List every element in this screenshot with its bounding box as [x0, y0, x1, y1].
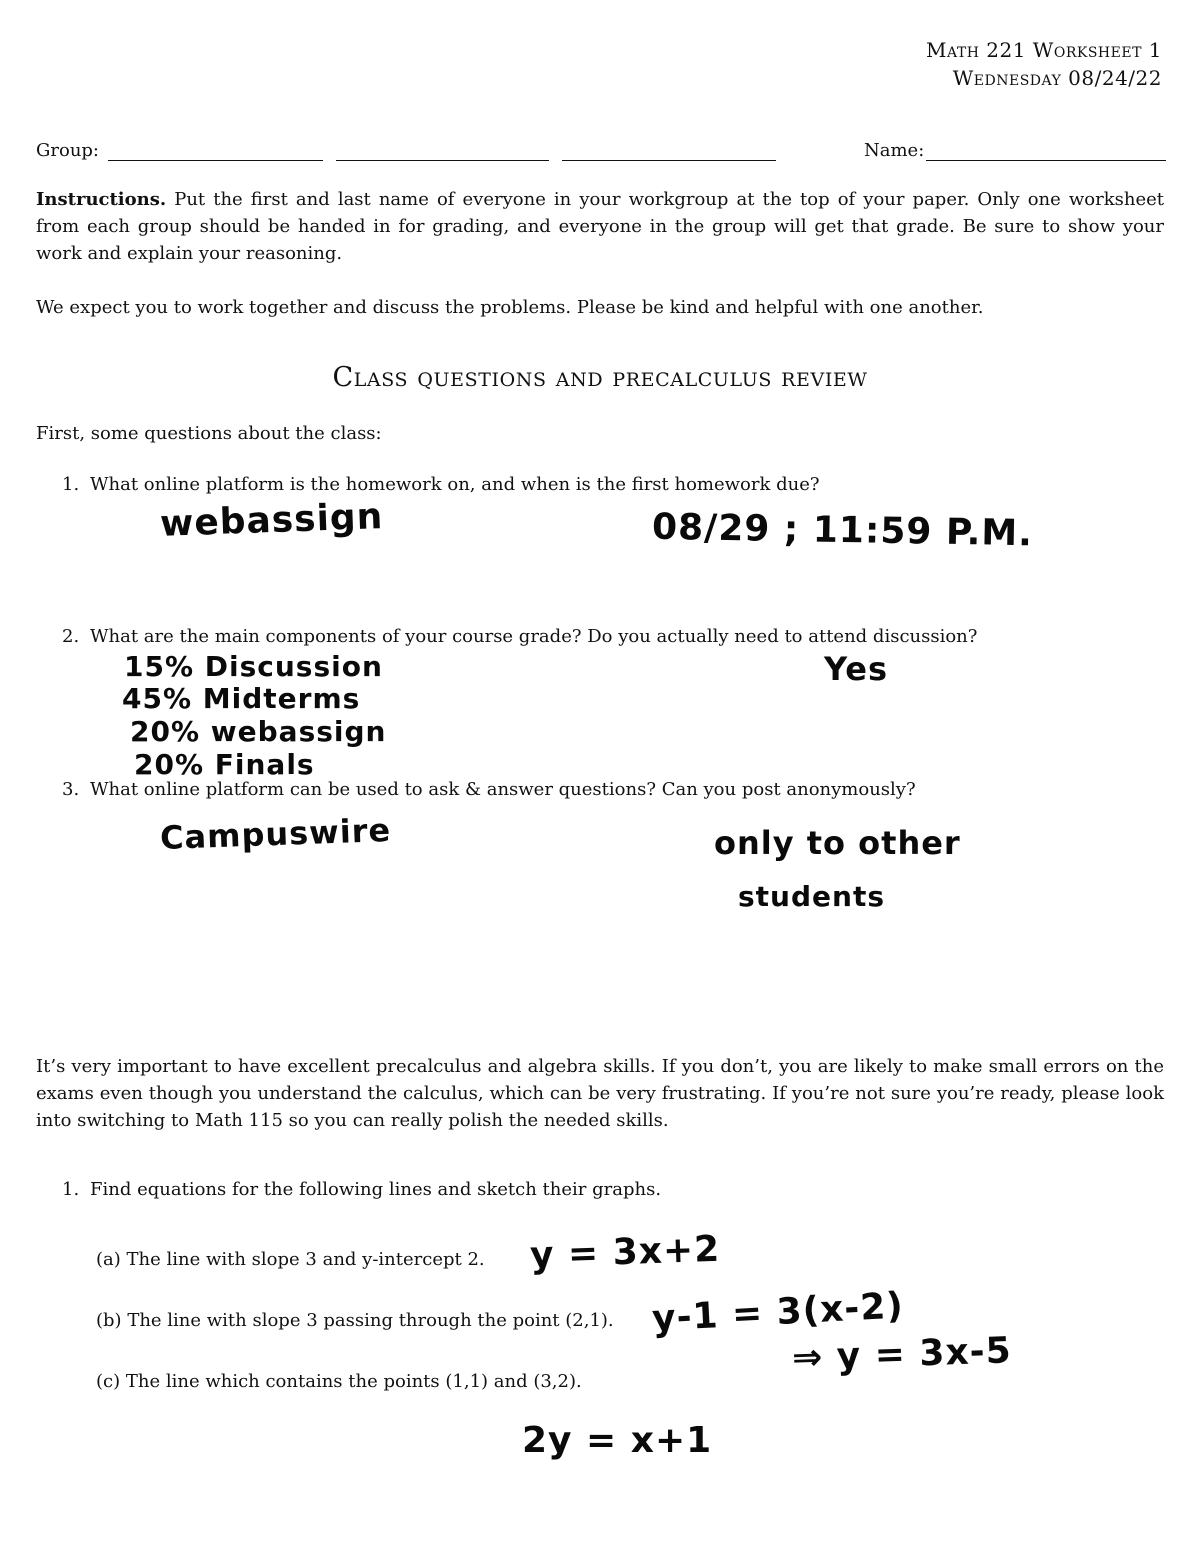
class-question-number: 3. — [62, 779, 80, 800]
part-label: (b) — [96, 1310, 122, 1331]
group-field-2[interactable] — [336, 160, 549, 161]
handwritten-answer-a: y = 3x+2 — [529, 1228, 721, 1277]
class-question-number: 2. — [62, 626, 80, 647]
part-label: (a) — [96, 1249, 121, 1270]
class-question-1 — [62, 471, 820, 498]
handwritten-anonymous-answer-line1: only to other — [714, 824, 961, 862]
expectation-text: We expect you to work together and discuss the problems. Please be kind and helpful with one another. — [36, 297, 984, 318]
handwritten-grade-item: 45% Midterms — [122, 682, 361, 715]
handwritten-answer-c: 2y = x+1 — [522, 1420, 713, 1461]
part-label: (c) — [96, 1371, 121, 1392]
problem-1 — [62, 1176, 661, 1203]
name-label: Name: — [864, 140, 925, 161]
handwritten-grade-item: 15% Discussion — [124, 650, 383, 683]
problem-part-c — [96, 1368, 582, 1395]
group-field-3[interactable] — [562, 160, 776, 161]
group-label: Group: — [36, 140, 99, 161]
problem-number: 1. — [62, 1179, 80, 1200]
handwritten-answer-b-step1: y-1 = 3(x-2) — [651, 1285, 905, 1340]
class-question-text: What online platform can be used to ask & answer questions? Can you post anonymously? — [90, 779, 916, 800]
header-date: Wednesday 08/24/22 — [952, 66, 1162, 90]
part-text: The line with slope 3 passing through the point (2,1). — [127, 1310, 614, 1331]
problem-part-b — [96, 1307, 614, 1334]
instructions-text: Put the first and last name of everyone in your workgroup at the top of your paper. Only one worksheet from each group should be handed in for grading, and everyone in the group will get that grade. Be sure to show your work and explain your reasoning. — [36, 189, 1164, 264]
problem-text: Find equations for the following lines and sketch their graphs. — [90, 1179, 662, 1200]
class-question-2 — [62, 623, 977, 650]
class-question-text: What are the main components of your course grade? Do you actually need to attend discussion? — [90, 626, 978, 647]
problem-part-a — [96, 1246, 485, 1273]
instructions-label: Instructions. — [36, 189, 167, 210]
handwritten-anonymous-answer-line2: students — [738, 880, 886, 913]
part-text: The line which contains the points (1,1) and (3,2). — [125, 1371, 582, 1392]
handwritten-attend-answer: Yes — [824, 650, 888, 688]
handwritten-answer-b-step2: ⇒ y = 3x-5 — [791, 1330, 1013, 1379]
group-field-1[interactable] — [108, 160, 323, 161]
part-text: The line with slope 3 and y-intercept 2. — [126, 1249, 485, 1270]
handwritten-grade-item: 20% webassign — [130, 715, 387, 748]
intro-class-questions: First, some questions about the class: — [36, 423, 382, 444]
class-question-3 — [62, 776, 916, 803]
header-title: Math 221 Worksheet 1 — [926, 38, 1162, 62]
handwritten-grade-item: 20% Finals — [134, 748, 315, 781]
class-question-text: What online platform is the homework on, and when is the first homework due? — [90, 474, 820, 495]
handwritten-qa-platform: Campuswire — [159, 810, 392, 858]
worksheet-header — [926, 36, 1162, 92]
instructions-paragraph — [36, 186, 1164, 267]
name-field[interactable] — [926, 160, 1166, 161]
handwritten-homework-platform: webassign — [159, 496, 384, 545]
precalc-paragraph: It’s very important to have excellent precalculus and algebra skills. If you don’t, you are likely to make small errors on the exams even though you understand the calculus, which can be very frustrating. If you’re not sure you’re ready, please look into switching to Math 115 so you can really polish the needed skills. — [36, 1056, 1164, 1131]
section-title: Class questions and precalculus review — [332, 362, 868, 393]
class-question-number: 1. — [62, 474, 80, 495]
handwritten-homework-due: 08/29 ; 11:59 P.M. — [651, 506, 1034, 555]
